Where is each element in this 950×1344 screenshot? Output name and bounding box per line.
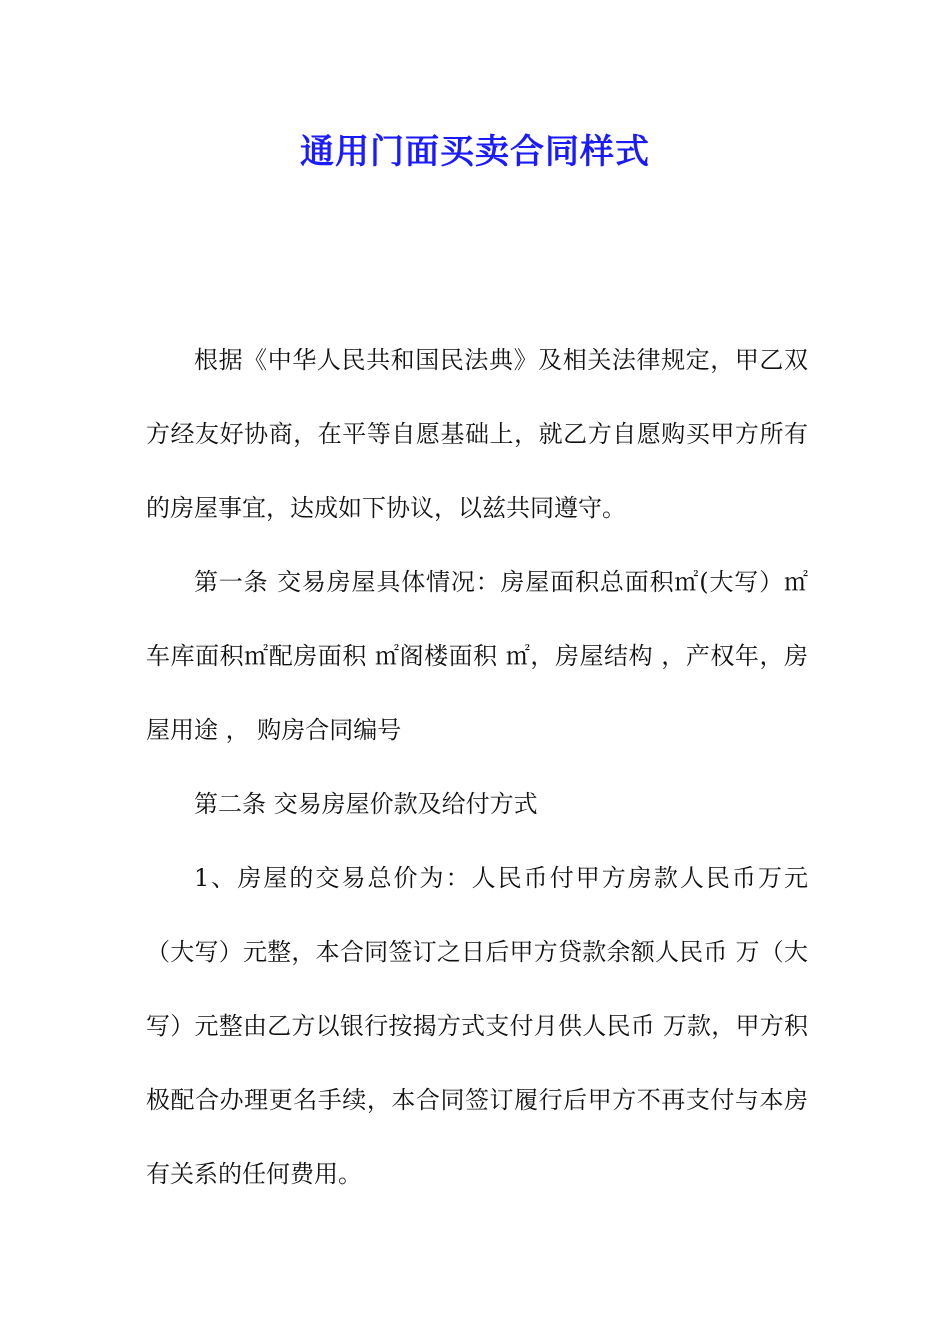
paragraph-article-2-heading: 第二条 交易房屋价款及给付方式 (194, 790, 538, 818)
document-title: 通用门面买卖合同样式 (300, 132, 650, 172)
paragraph-article-2-item-1: 1、房屋的交易总价为：人民币付甲方房款人民币万元（大写）元整，本合同签订之日后甲方贷款余额人民币 万（大写）元整由乙方以银行按揭方式支付月供人民币 万款，甲方积极配合办理更名手续，本合同签订履行后甲方不再支付与本房有关系的任何费用。 (146, 864, 808, 1188)
paragraph-preamble: 根据《中华人民共和国民法典》及相关法律规定，甲乙双方经友好协商，在平等自愿基础上，就乙方自愿购买甲方所有的房屋事宜，达成如下协议，以兹共同遵守。 (146, 346, 808, 522)
document-body (146, 323, 808, 1211)
paragraph-article-1: 第一条 交易房屋具体情况：房屋面积总面积㎡(大写）㎡车库面积㎡配房面积 ㎡阁楼面积 ㎡，房屋结构 ，产权年，房屋用途 ， 购房合同编号 (146, 568, 808, 744)
